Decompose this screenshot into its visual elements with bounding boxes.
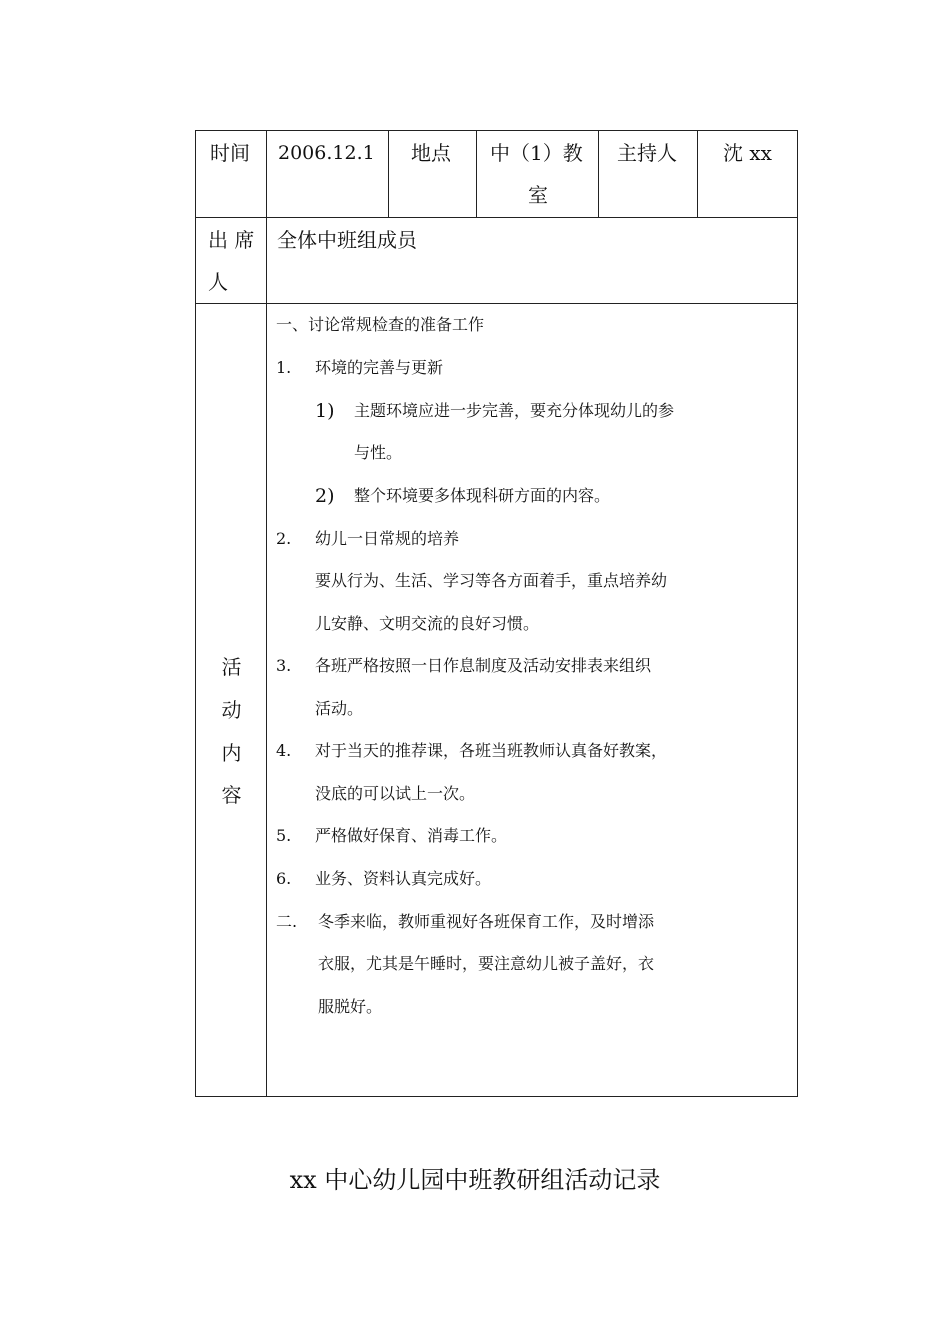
item2-line2: 儿安静、文明交流的良好习惯。 [315,614,540,633]
section2-line2: 衣服，尤其是午睡时，要注意幼儿被子盖好，衣 [318,954,655,973]
item2-number: 2. [276,529,292,548]
activity-label-char-3: 内 [221,741,242,765]
activity-label-cell [196,304,267,1096]
section2-line3: 服脱好。 [318,997,383,1016]
attendees-value-cell [267,218,797,303]
item4-line1: 对于当天的推荐课，各班当班教师认真备好教案， [315,741,668,760]
item1-number: 1. [276,358,292,377]
location-label-cell [389,131,477,217]
item3-number: 3. [276,656,292,675]
item3-line2: 活动。 [315,699,364,718]
item2-title: 幼儿一日常规的培养 [315,529,460,548]
sub2-line1: 整个环境要多体现科研方面的内容。 [354,486,611,505]
host-label: 主持人 [617,141,677,165]
attendees-label-cell [196,218,267,303]
item6-line1: 业务、资料认真完成好。 [315,869,492,888]
location-label: 地点 [411,141,451,165]
host-label-cell [599,131,698,217]
attendees-label-line1: 出 席 [208,228,255,252]
activity-label-char-4: 容 [221,783,242,807]
activity-label-char-2: 动 [221,698,242,722]
item2-line1: 要从行为、生活、学习等各方面着手，重点培养幼 [315,571,668,590]
location-value-cell [477,131,599,217]
sub1-line2: 与性。 [354,443,403,462]
attendees-value: 全体中班组成员 [277,228,417,252]
attendees-row [196,218,797,304]
section2-number: 二. [276,912,298,931]
item6-number: 6. [276,869,292,888]
item3-line1: 各班严格按照一日作息制度及活动安排表来组织 [315,656,652,675]
item4-line2: 没底的可以试上一次。 [315,784,476,803]
item1-title: 环境的完善与更新 [315,358,444,377]
attendees-label-line2: 人 [208,270,228,294]
sub1-number: 1) [315,400,335,422]
host-value-cell [698,131,797,217]
activity-label-char-1: 活 [221,655,242,679]
item4-number: 4. [276,741,292,760]
section1-title: 一、讨论常规检查的准备工作 [276,315,485,334]
sub1-line1: 主题环境应进一步完善，要充分体现幼儿的参 [354,401,675,420]
location-value-line1: 中（1）教 [490,141,583,165]
time-label: 时间 [210,141,250,165]
item5-number: 5. [276,826,292,845]
header-row [196,131,797,218]
time-value: 2006.12.1 [278,142,375,164]
item5-line1: 严格做好保育、消毒工作。 [315,826,508,845]
page-title: xx 中心幼儿园中班教研组活动记录 [289,1166,661,1194]
sub2-number: 2) [315,485,335,507]
host-value: 沈 xx [723,141,772,165]
location-value-line2: 室 [528,183,548,207]
section2-line1: 冬季来临，教师重视好各班保育工作，及时增添 [318,912,655,931]
time-value-cell [267,131,389,217]
time-label-cell [196,131,267,217]
